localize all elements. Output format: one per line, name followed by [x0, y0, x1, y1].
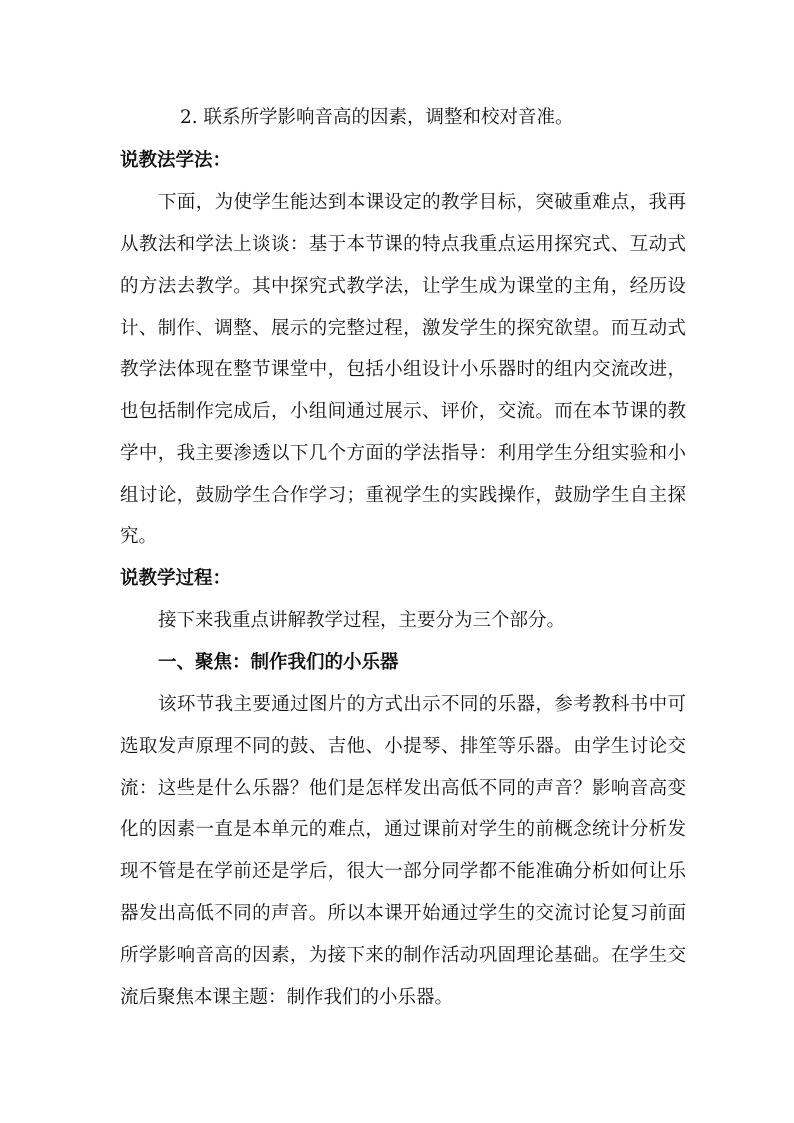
paragraph-line: 该环节我主要通过图片的方式出示不同的乐器，参考教科书中可 — [158, 694, 686, 715]
paragraph-line: 的方法去教学。其中探究式教学法，让学生成为课堂的主角，经历设 — [120, 276, 686, 297]
paragraph-line: 究。 — [120, 526, 158, 547]
process-intro: 接下来我重点讲解教学过程，主要分为三个部分。 — [158, 610, 566, 631]
paragraph-line: 学中，我主要渗透以下几个方面的学法指导：利用学生分组实验和小 — [120, 443, 686, 464]
list-item-2: 2. 联系所学影响音高的因素，调整和校对音准。 — [180, 107, 574, 128]
paragraph-line: 所学影响音高的因素，为接下来的制作活动巩固理论基础。在学生交 — [120, 945, 686, 966]
paragraph-line: 下面，为使学生能达到本课设定的教学目标，突破重难点，我再 — [158, 192, 686, 213]
paragraph-line: 也包括制作完成后，小组间通过展示、评价，交流。而在本节课的教 — [120, 401, 686, 422]
paragraph-line: 化的因素一直是本单元的难点，通过课前对学生的前概念统计分析发 — [120, 819, 686, 840]
paragraph-line: 选取发声原理不同的鼓、吉他、小提琴、排笙等乐器。由学生讨论交 — [120, 736, 686, 757]
paragraph-line: 计、制作、调整、展示的完整过程，激发学生的探究欲望。而互动式 — [120, 318, 686, 339]
paragraph-line: 从教法和学法上谈谈：基于本节课的特点我重点运用探究式、互动式 — [120, 234, 686, 255]
paragraph-line: 现不管是在学前还是学后，很大一部分同学都不能准确分析如何让乐 — [120, 861, 686, 882]
paragraph-line: 流后聚焦本课主题：制作我们的小乐器。 — [120, 987, 454, 1008]
paragraph-line: 组讨论，鼓励学生合作学习；重视学生的实践操作，鼓励学生自主探 — [120, 485, 686, 506]
paragraph-line: 教学法体现在整节课堂中，包括小组设计小乐器时的组内交流改进， — [120, 359, 686, 380]
heading-teaching-process: 说教学过程： — [120, 568, 232, 589]
section-1-title: 一、聚焦：制作我们的小乐器 — [158, 652, 399, 673]
paragraph-line: 流：这些是什么乐器？他们是怎样发出高低不同的声音？影响音高变 — [120, 778, 686, 799]
heading-teaching-methods: 说教法学法： — [120, 150, 232, 171]
paragraph-line: 器发出高低不同的声音。所以本课开始通过学生的交流讨论复习前面 — [120, 903, 686, 924]
